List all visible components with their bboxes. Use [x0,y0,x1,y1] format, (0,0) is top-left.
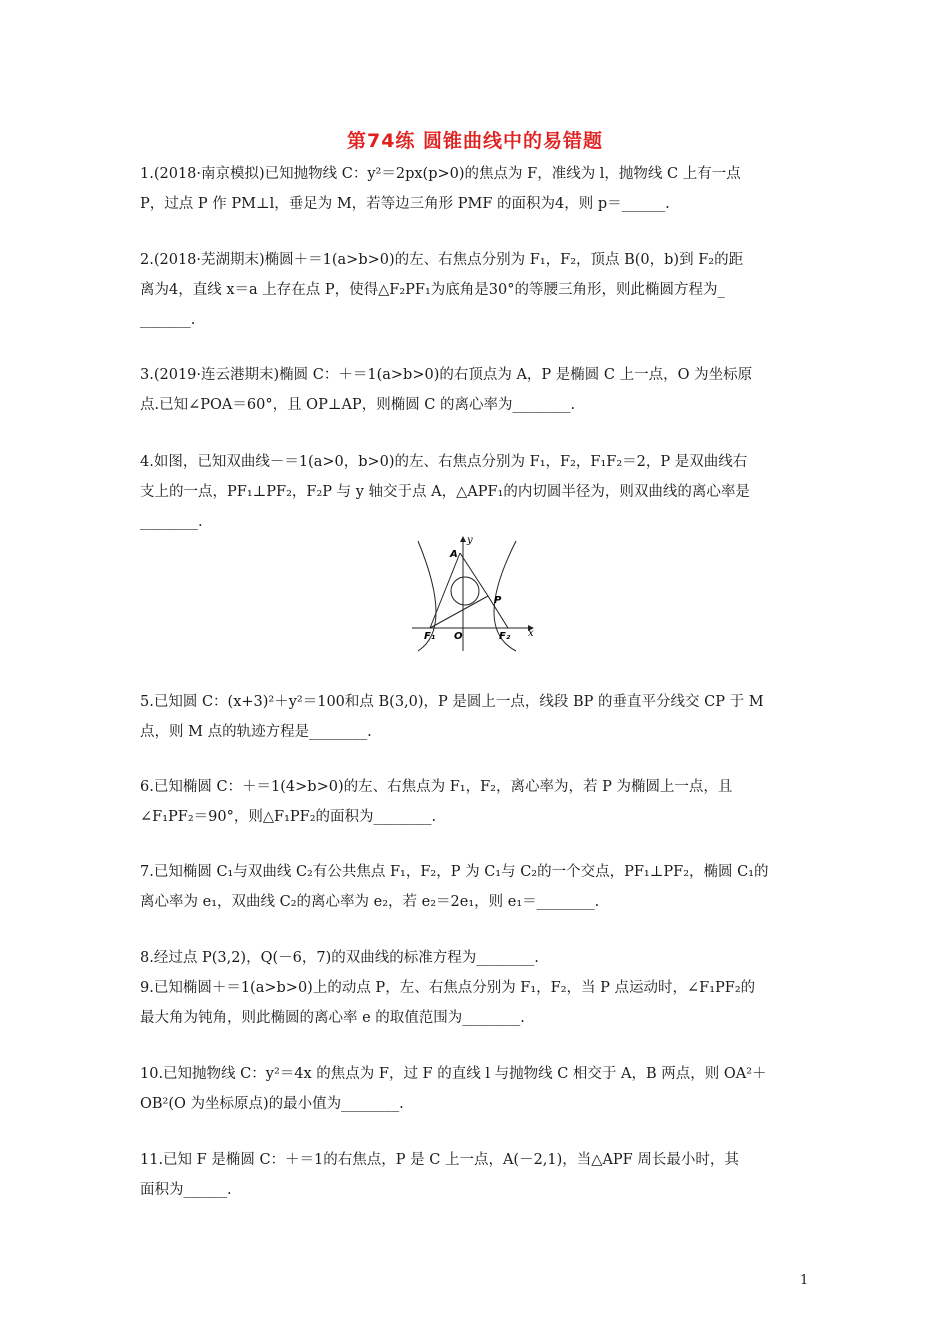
problem-9-line-1: 9.已知椭圆＋＝1(a>b>0)上的动点 P，左、右焦点分别为 F₁，F₂，当 P 点运动时，∠F₁PF₂的 [140,980,756,996]
hyperbola-figure [410,533,540,653]
label-y: y [467,535,473,546]
page-number: 1 [800,1273,809,1288]
label-x: x [528,628,534,639]
problem-4-line-2: 支上的一点，PF₁⊥PF₂，F₂P 与 y 轴交于点 A，△APF₁的内切圆半径为，则双曲线的离心率是 [140,484,750,500]
problem-1 [140,159,812,219]
problem-8-line-1: 8.经过点 P(3,2)，Q(－6，7)的双曲线的标准方程为________. [140,950,539,966]
label-o: O [454,631,463,642]
problem-11 [140,1145,812,1205]
problem-3-line-1: 3.(2019·连云港期末)椭圆 C：＋＝1(a>b>0)的右顶点为 A，P 是椭圆 C 上一点，O 为坐标原 [140,367,753,383]
label-p: P [494,595,502,606]
problem-7 [140,857,812,917]
problem-3 [140,360,812,420]
problem-11-line-2: 面积为______. [140,1182,232,1198]
problem-10 [140,1059,812,1119]
segment-a-p [460,553,488,596]
problem-9 [140,973,812,1033]
problem-6-line-1: 6.已知椭圆 C：＋＝1(4>b>0)的左、右焦点为 F₁，F₂，离心率为，若 P 为椭圆上一点，且 [140,779,733,795]
problem-5-line-1: 5.已知圆 C：(x+3)²＋y²＝100和点 B(3,0)，P 是圆上一点，线段 BP 的垂直平分线交 CP 于 M [140,694,764,710]
y-axis-arrow [460,536,466,542]
label-f2: F₂ [499,631,511,642]
problem-5-line-2: 点，则 M 点的轨迹方程是________. [140,724,372,740]
incircle [451,577,479,605]
problem-5 [140,687,812,747]
problem-6-line-2: ∠F₁PF₂＝90°，则△F₁PF₂的面积为________. [140,809,437,825]
hyperbola-diagram [410,533,540,653]
label-f1: F₁ [424,631,436,642]
label-a: A [450,549,458,560]
problem-11-line-1: 11.已知 F 是椭圆 C：＋＝1的右焦点，P 是 C 上一点，A(－2,1)，当△APF 周长最小时，其 [140,1152,739,1168]
segment-f1-a [430,553,460,628]
problem-8 [140,943,812,973]
problem-4-line-3: ________. [140,514,203,530]
problem-2 [140,245,812,335]
problem-2-line-2: 离为4，直线 x＝a 上存在点 P，使得△F₂PF₁为底角是30°的等腰三角形，则此椭圆方程为_ [140,282,725,298]
problem-1-line-1: 1.(2018·南京模拟)已知抛物线 C：y²＝2px(p>0)的焦点为 F，准线为 l，抛物线 C 上有一点 [140,166,741,182]
problem-2-line-1: 2.(2018·芜湖期末)椭圆＋＝1(a>b>0)的左、右焦点分别为 F₁，F₂，顶点 B(0，b)到 F₂的距 [140,252,744,268]
problem-3-line-2: 点.已知∠POA＝60°，且 OP⊥AP，则椭圆 C 的离心率为________. [140,397,576,413]
problem-9-line-2: 最大角为钝角，则此椭圆的离心率 e 的取值范围为________. [140,1010,525,1026]
problem-4-line-1: 4.如图，已知双曲线－＝1(a>0，b>0)的左、右焦点分别为 F₁，F₂，F₁F₂＝2，P 是双曲线右 [140,454,748,470]
problem-2-line-3: _______. [140,312,196,328]
problem-4 [140,447,812,537]
page-title: 第74练 圆锥曲线中的易错题 [346,130,604,152]
problem-7-line-1: 7.已知椭圆 C₁与双曲线 C₂有公共焦点 F₁，F₂，P 为 C₁与 C₂的一个交点，PF₁⊥PF₂，椭圆 C₁的 [140,864,769,880]
segment-f1-p [430,596,488,628]
problem-10-line-2: OB²(O 为坐标原点)的最小值为________. [140,1096,404,1112]
problem-1-line-2: P，过点 P 作 PM⊥l，垂足为 M，若等边三角形 PMF 的面积为4，则 p＝______. [140,196,670,212]
problem-6 [140,772,812,832]
problem-7-line-2: 离心率为 e₁，双曲线 C₂的离心率为 e₂，若 e₂＝2e₁，则 e₁＝________. [140,894,600,910]
problem-10-line-1: 10.已知抛物线 C：y²＝4x 的焦点为 F，过 F 的直线 l 与抛物线 C 相交于 A，B 两点，则 OA²＋ [140,1066,767,1082]
